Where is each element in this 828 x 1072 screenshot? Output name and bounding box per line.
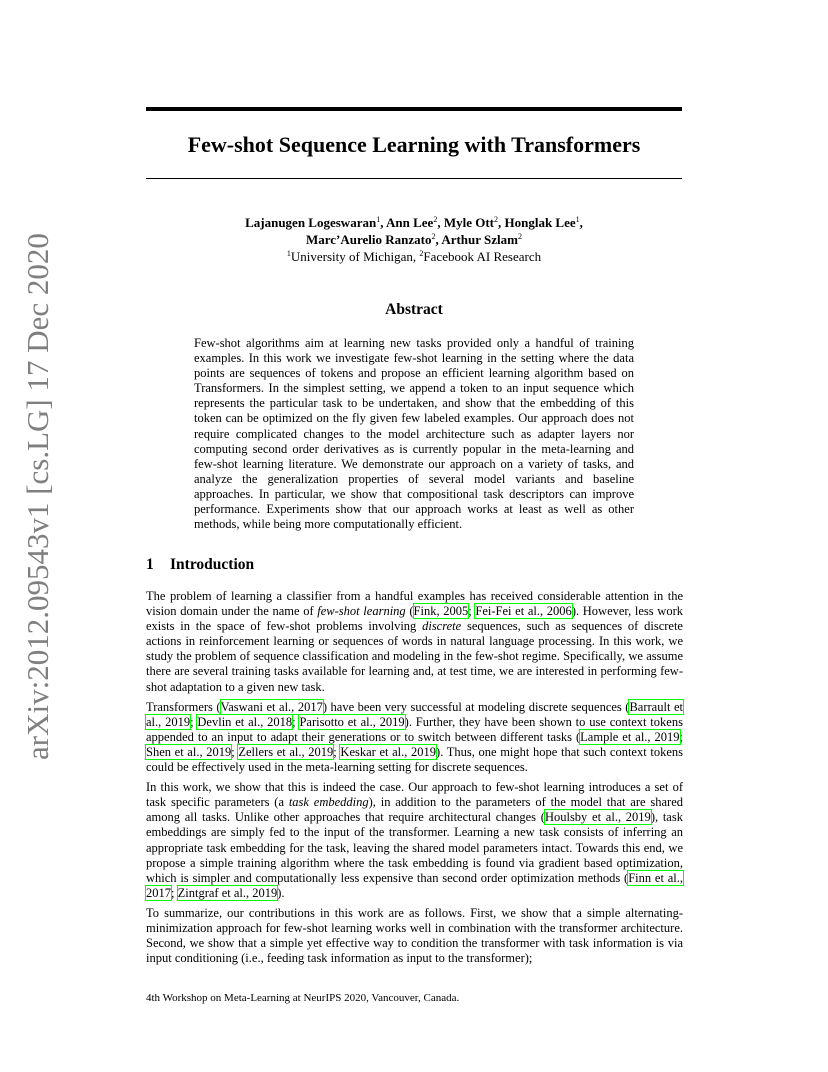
author-name: Marc’Aurelio Ranzato	[305, 232, 432, 247]
title-rule-bottom	[146, 178, 682, 179]
citation-link[interactable]: Parisotto et al., 2019	[299, 714, 405, 729]
citation-link[interactable]: Lample et al., 2019	[580, 729, 680, 744]
title-rule-top	[146, 107, 682, 111]
paragraph: In this work, we show that this is indeed the case. Our approach to few-shot learning introduces a set of task specific parameters (a task embedding), in addition to the parameters of the model that are shared among all tasks. Unlike other approaches that require architectural changes (Houlsby et al., 2019), task embeddings are simply fed to the input of the transformer. Learning a new task consists of inferring an appropriate task embedding for the task, leaving the shared model parameters intact. Towards this end, we propose a simple training algorithm where the task embedding is found via gradient based optimization, which is simpler and computationally less expensive than second order optimization methods (Finn et al., 2017; Zintgraf et al., 2019).	[146, 780, 684, 900]
paragraph: The problem of learning a classifier from a handful examples has received considerable attention in the vision domain under the name of few-shot learning (Fink, 2005; Fei-Fei et al., 2006). However, less work exists in the space of few-shot problems involving discrete sequences, such as sequences of discrete actions in reinforcement learning or sequences of words in natural language processing. In this work, we study the problem of sequence classification and modeling in the few-shot regime. Specifically, we assume there are several training tasks available for learning and, at test time, we are interested in performing few-shot adaptation to a given new task.	[146, 589, 683, 694]
author-name: Arthur Szlam	[441, 232, 518, 247]
abstract-text: Few-shot algorithms aim at learning new tasks provided only a handful of training examples. In this work we investigate few-shot learning in the setting where the data points are sequences of tokens and propose an efficient learning algorithm based on Transformers. In the simplest setting, we append a token to an input sequence which represents the particular task to be undertaken, and show that the embedding of this token can be optimized on the fly given few labeled examples. Our approach does not require complicated changes to the model architecture such as adapter layers nor computing second order derivatives as is currently popular in the meta-learning and few-shot learning literature. We demonstrate our approach on a variety of tasks, and analyze the generalization properties of several model variants and baseline approaches. In particular, we show that compositional task descriptors can improve performance. Experiments show that our approach works at least as well as other methods, while being more computationally efficient.	[194, 336, 634, 532]
citation-link[interactable]: Keskar et al., 2019	[340, 744, 437, 759]
introduction-body	[146, 589, 683, 971]
section-heading-introduction	[146, 555, 682, 575]
venue-footnote: 4th Workshop on Meta-Learning at NeurIPS 2020, Vancouver, Canada.	[146, 992, 460, 1004]
paragraph: Transformers (Vaswani et al., 2017) have been very successful at modeling discrete sequences (Barrault et al., 2019; Devlin et al., 2018; Parisotto et al., 2019). Further, they have been shown to use context tokens appended to an input to adapt their generations or to switch between different tasks (Lample et al., 2019; Shen et al., 2019; Zellers et al., 2019; Keskar et al., 2019). Thus, one might hope that such context tokens could be effectively used in the meta-learning setting for discrete sequences.	[146, 699, 683, 775]
author-name: Lajanugen Logeswaran	[245, 215, 377, 230]
citation-link[interactable]: Finn et al., 2017	[146, 870, 684, 900]
affiliations: $^1$University of Michigan, $^2$Facebook AI Research	[286, 249, 542, 264]
paper-title: Few-shot Sequence Learning with Transformers	[187, 132, 641, 157]
abstract-heading: Abstract	[385, 301, 443, 318]
author-name: Myle Ott	[443, 215, 494, 230]
author-names-line-1: Lajanugen Logeswaran$^1$, Ann Lee$^2$, Myle Ott$^2$, Honglak Lee$^1$,	[245, 215, 583, 230]
section-title: Introduction	[170, 556, 255, 573]
citation-link[interactable]: Shen et al., 2019	[146, 744, 232, 759]
citation-link[interactable]: Barrault et al., 2019	[146, 699, 683, 729]
citation-link[interactable]: Fei-Fei et al., 2006	[475, 604, 572, 619]
author-name: Honglak Lee	[504, 215, 576, 230]
section-number: 1	[146, 556, 154, 573]
citation-link[interactable]: Zellers et al., 2019	[238, 744, 334, 759]
author-name: Ann Lee	[386, 215, 434, 230]
paragraph: To summarize, our contributions in this work are as follows. First, we show that a simple alternating-minimization approach for few-shot learning works well in combination with the transformer architecture. Second, we show that a simple yet effective way to condition the transformer with task information is via input conditioning (i.e., feeding task information as input to the transformer);	[146, 905, 683, 966]
author-block	[146, 214, 682, 265]
citation-link[interactable]: Zintgraf et al., 2019	[177, 885, 278, 900]
citation-link[interactable]: Fink, 2005	[413, 604, 469, 619]
arxiv-identifier: arXiv:2012.09543v1 [cs.LG] 17 Dec 2020	[20, 233, 55, 760]
citation-link[interactable]: Houlsby et al., 2019	[544, 810, 651, 825]
citation-link[interactable]: Vaswani et al., 2017	[220, 699, 323, 714]
author-names-line-2: Marc’Aurelio Ranzato$^2$, Arthur Szlam$^2$	[305, 232, 522, 247]
citation-link[interactable]: Devlin et al., 2018	[197, 714, 293, 729]
